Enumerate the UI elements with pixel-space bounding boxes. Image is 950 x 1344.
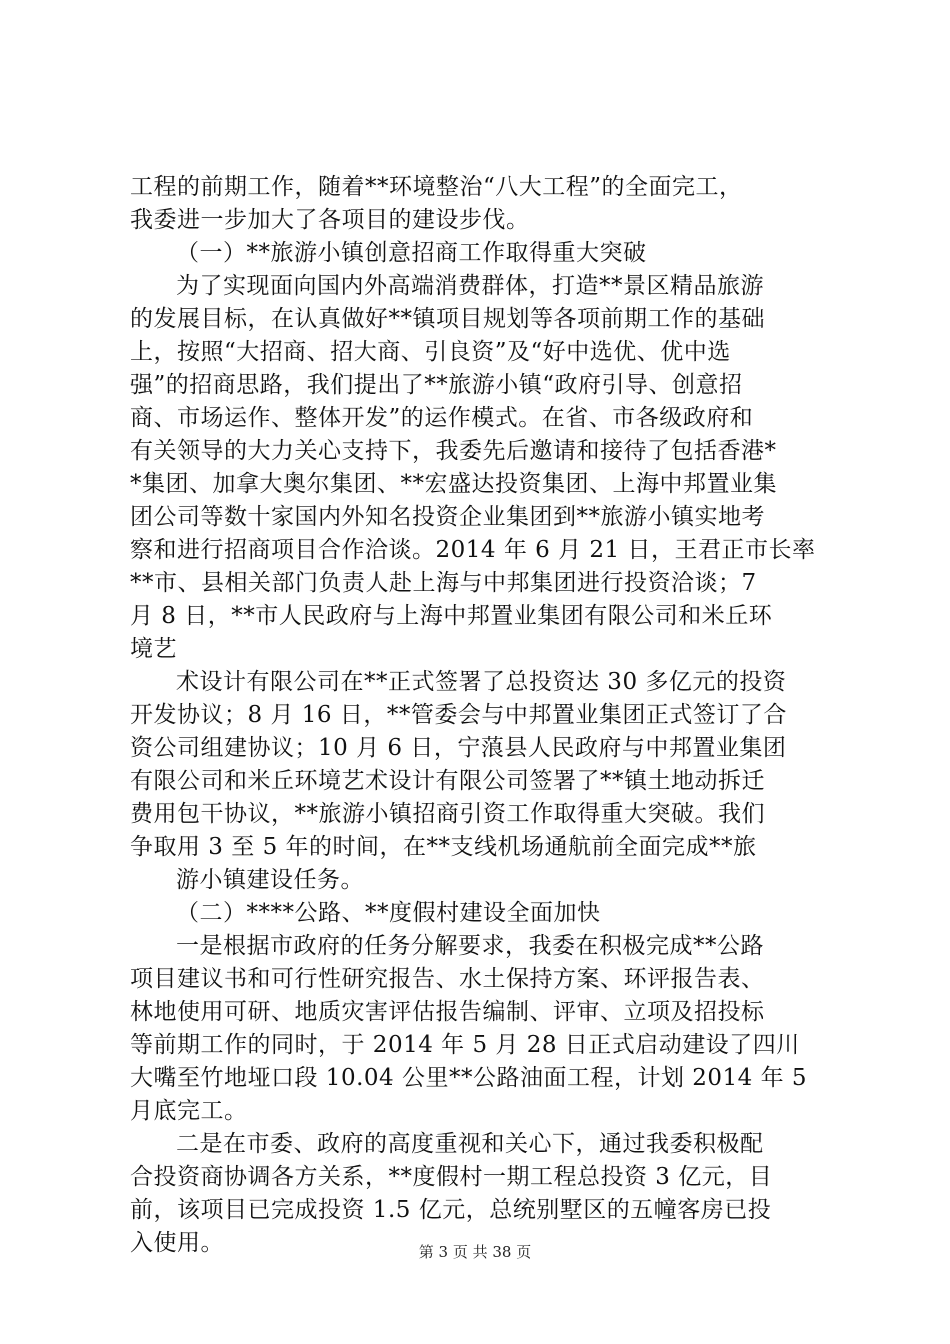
text-line: 资公司组建协议；10 月 6 日，宁蒗县人民政府与中邦置业集团 (130, 735, 787, 761)
text-line: 有限公司和米丘环境艺术设计有限公司签署了**镇土地动拆迁 (130, 768, 765, 794)
text-line: 月 8 日，**市人民政府与上海中邦置业集团有限公司和米丘环 (130, 603, 773, 629)
text-line: 月底完工。 (130, 1098, 248, 1124)
text-line: 大嘴至竹地垭口段 10.04 公里**公路油面工程，计划 2014 年 5 (130, 1065, 808, 1091)
text-line: 争取用 3 至 5 年的时间，在**支线机场通航前全面完成**旅 (130, 834, 757, 860)
text-line: 境艺 (130, 636, 177, 662)
text-line: 商、市场运作、整体开发”的运作模式。在省、市各级政府和 (130, 405, 754, 431)
text-line: 前，该项目已完成投资 1.5 亿元，总统别墅区的五幢客房已投 (130, 1197, 772, 1223)
text-line: 团公司等数十家国内外知名投资企业集团到**旅游小镇实地考 (130, 504, 765, 530)
text-line: 察和进行招商项目合作洽谈。2014 年 6 月 21 日，王君正市长率 (130, 537, 816, 563)
text-line: 工程的前期工作，随着**环境整治“八大工程”的全面完工， (130, 174, 743, 200)
text-line: 林地使用可研、地质灾害评估报告编制、评审、立项及招投标 (130, 999, 765, 1025)
text-line: 上，按照“大招商、招大商、引良资”及“好中选优、优中选 (130, 339, 731, 365)
text-line: 强”的招商思路，我们提出了**旅游小镇“政府引导、创意招 (130, 372, 743, 398)
text-line: 开发协议；8 月 16 日，**管委会与中邦置业集团正式签订了合 (130, 702, 787, 728)
text-line: **市、县相关部门负责人赴上海与中邦集团进行投资洽谈；7 (130, 570, 757, 596)
text-line: 合投资商协调各方关系，**度假村一期工程总投资 3 亿元，目 (130, 1164, 773, 1190)
text-line: （二）****公路、**度假村建设全面加快 (176, 900, 601, 926)
text-line: （一）**旅游小镇创意招商工作取得重大突破 (176, 240, 647, 266)
text-line: 为了实现面向国内外高端消费群体，打造**景区精品旅游 (176, 273, 764, 299)
text-line: 二是在市委、政府的高度重视和关心下，通过我委积极配 (176, 1131, 764, 1157)
document-body (130, 171, 830, 1260)
page-footer: 第 3 页 共 38 页 (418, 1243, 532, 1261)
text-line: *集团、加拿大奥尔集团、**宏盛达投资集团、上海中邦置业集 (130, 471, 777, 497)
text-line: 有关领导的大力关心支持下，我委先后邀请和接待了包括香港* (130, 438, 777, 464)
text-line: 费用包干协议，**旅游小镇招商引资工作取得重大突破。我们 (130, 801, 765, 827)
text-line: 术设计有限公司在**正式签署了总投资达 30 多亿元的投资 (176, 669, 787, 695)
text-line: 游小镇建设任务。 (176, 867, 364, 893)
text-line: 一是根据市政府的任务分解要求，我委在积极完成**公路 (176, 933, 764, 959)
text-line: 我委进一步加大了各项目的建设步伐。 (130, 207, 530, 233)
text-line: 项目建议书和可行性研究报告、水土保持方案、环评报告表、 (130, 966, 765, 992)
text-line: 的发展目标，在认真做好**镇项目规划等各项前期工作的基础 (130, 306, 765, 332)
text-line: 等前期工作的同时，于 2014 年 5 月 28 日正式启动建设了四川 (130, 1032, 800, 1058)
text-line: 入使用。 (130, 1230, 224, 1256)
